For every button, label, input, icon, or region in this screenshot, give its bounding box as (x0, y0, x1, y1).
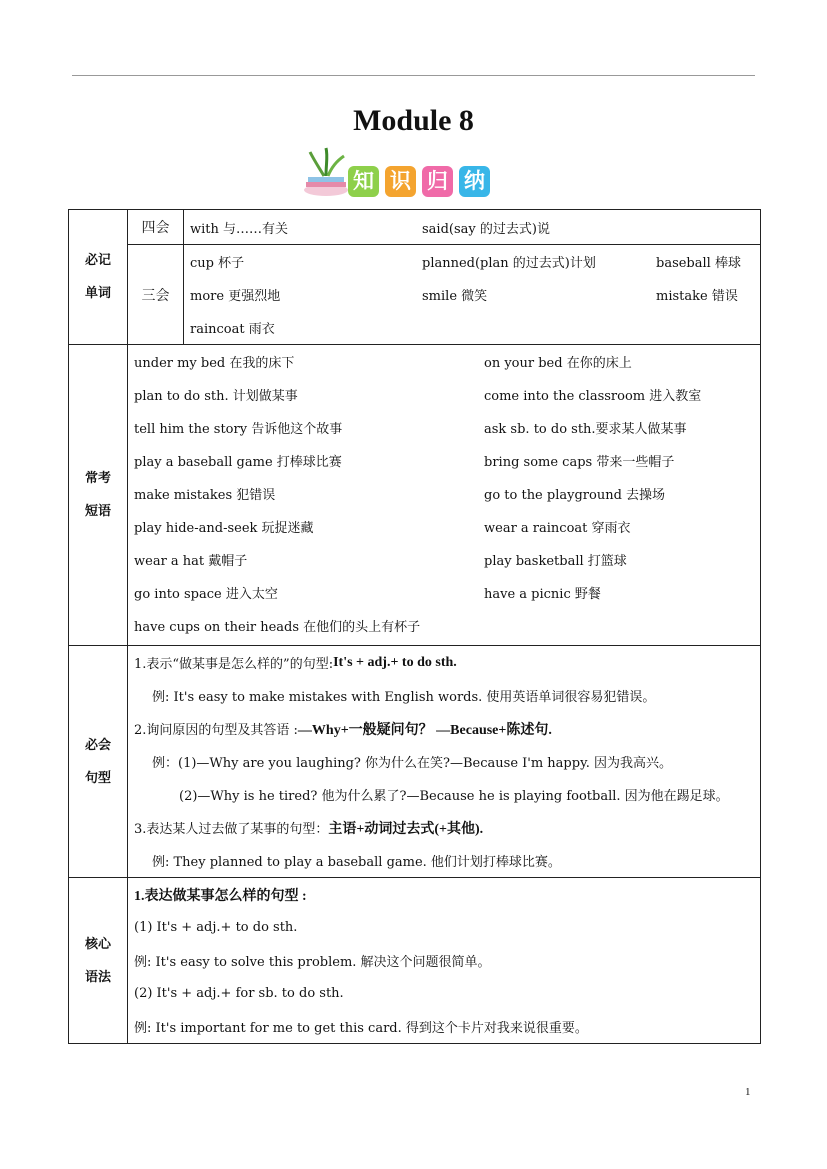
phrase: play a baseball game 打棒球比赛 (134, 455, 342, 470)
vocab-item: said(say 的过去式)说 (422, 221, 550, 237)
vocab-item: planned(plan 的过去式)计划 (422, 256, 596, 271)
sentence-pattern: It's + adj.+ to do sth. (333, 654, 457, 670)
grammar-example: 例: It's important for me to get this card. 得到这个卡片对我来说很重要。 (134, 1021, 588, 1036)
sentence-pattern: 主语+动词过去式(+其他). (328, 821, 484, 837)
vocab-category: 必记 单词 (69, 210, 128, 345)
sentence-example: 例：(1)—Why are you laughing? 你为什么在笑?—Because I'm happy. 因为我高兴。 (152, 756, 672, 771)
page-title: Module 8 (353, 104, 474, 137)
sentence-text: 3.表达某人过去做了某事的句型： (134, 822, 329, 837)
knowledge-banner (300, 146, 500, 200)
grammar-category: 核心 语法 (69, 878, 128, 1044)
grammar-example: 例: It's easy to solve this problem. 解决这个问题很简单。 (134, 955, 491, 970)
phrase: have a picnic 野餐 (484, 587, 601, 602)
phrase: plan to do sth. 计划做某事 (134, 389, 298, 404)
phrase: tell him the story 告诉他这个故事 (134, 422, 343, 437)
sentence-example: 例: They planned to play a baseball game. 他们计划打棒球比赛。 (152, 855, 561, 870)
phrases-list (128, 345, 761, 646)
phrase: wear a raincoat 穿雨衣 (484, 521, 631, 536)
sentences-list (128, 646, 761, 878)
phrases-category: 常考 短语 (69, 345, 128, 646)
three-words (184, 245, 761, 345)
plant-icon (300, 146, 350, 200)
four-words (184, 210, 761, 245)
phrase: have cups on their heads 在他们的头上有杯子 (134, 620, 421, 635)
phrase: ask sb. to do sth.要求某人做某事 (484, 422, 687, 437)
vocab-item: cup 杯子 (190, 256, 245, 271)
vocab-item: with 与……有关 (190, 221, 289, 237)
grammar-pattern: (1) It's + adj.+ to do sth. (134, 920, 298, 935)
grammar-pattern: (2) It's + adj.+ for sb. to do sth. (134, 986, 344, 1001)
sentence-pattern: —Why+一般疑问句？ —Because+陈述句. (297, 722, 552, 738)
phrase: play hide-and-seek 玩捉迷藏 (134, 521, 314, 536)
phrase: on your bed 在你的床上 (484, 356, 632, 371)
phrase: play basketball 打篮球 (484, 554, 627, 569)
banner-char-2: 识 (385, 166, 416, 197)
grammar-heading: 1.表达做某事怎么样的句型 : (134, 888, 307, 904)
sentences-category: 必会 句型 (69, 646, 128, 878)
four-label: 四会 (128, 210, 184, 245)
phrase: go into space 进入太空 (134, 587, 278, 602)
phrase: wear a hat 戴帽子 (134, 554, 248, 569)
banner-char-1: 知 (348, 166, 379, 197)
summary-table (68, 209, 761, 1044)
banner-char-3: 归 (422, 166, 453, 197)
phrase: come into the classroom 进入教室 (484, 389, 702, 404)
vocab-item: raincoat 雨衣 (190, 322, 275, 337)
phrase: bring some caps 带来一些帽子 (484, 455, 675, 470)
vocab-item: mistake 错误 (656, 289, 738, 304)
sentence-text: 1.表示“做某事是怎么样的”的句型: (134, 657, 334, 672)
vocab-item: more 更强烈地 (190, 289, 281, 304)
phrase: make mistakes 犯错误 (134, 488, 276, 503)
vocab-item: smile 微笑 (422, 289, 488, 304)
sentence-text: 2.询问原因的句型及其答语 : (134, 723, 298, 738)
phrase: under my bed 在我的床下 (134, 356, 295, 371)
phrase: go to the playground 去操场 (484, 488, 666, 503)
header-rule (72, 75, 755, 76)
sentence-example: 例: It's easy to make mistakes with English words. 使用英语单词很容易犯错误。 (152, 690, 656, 705)
grammar-list (128, 878, 761, 1044)
vocab-item: baseball 棒球 (656, 256, 741, 271)
sentence-example: (2)—Why is he tired? 他为什么累了?—Because he is playing football. 因为他在踢足球。 (179, 789, 729, 804)
page-number: 1 (745, 1086, 751, 1098)
three-label: 三会 (128, 245, 184, 345)
banner-char-4: 纳 (459, 166, 490, 197)
